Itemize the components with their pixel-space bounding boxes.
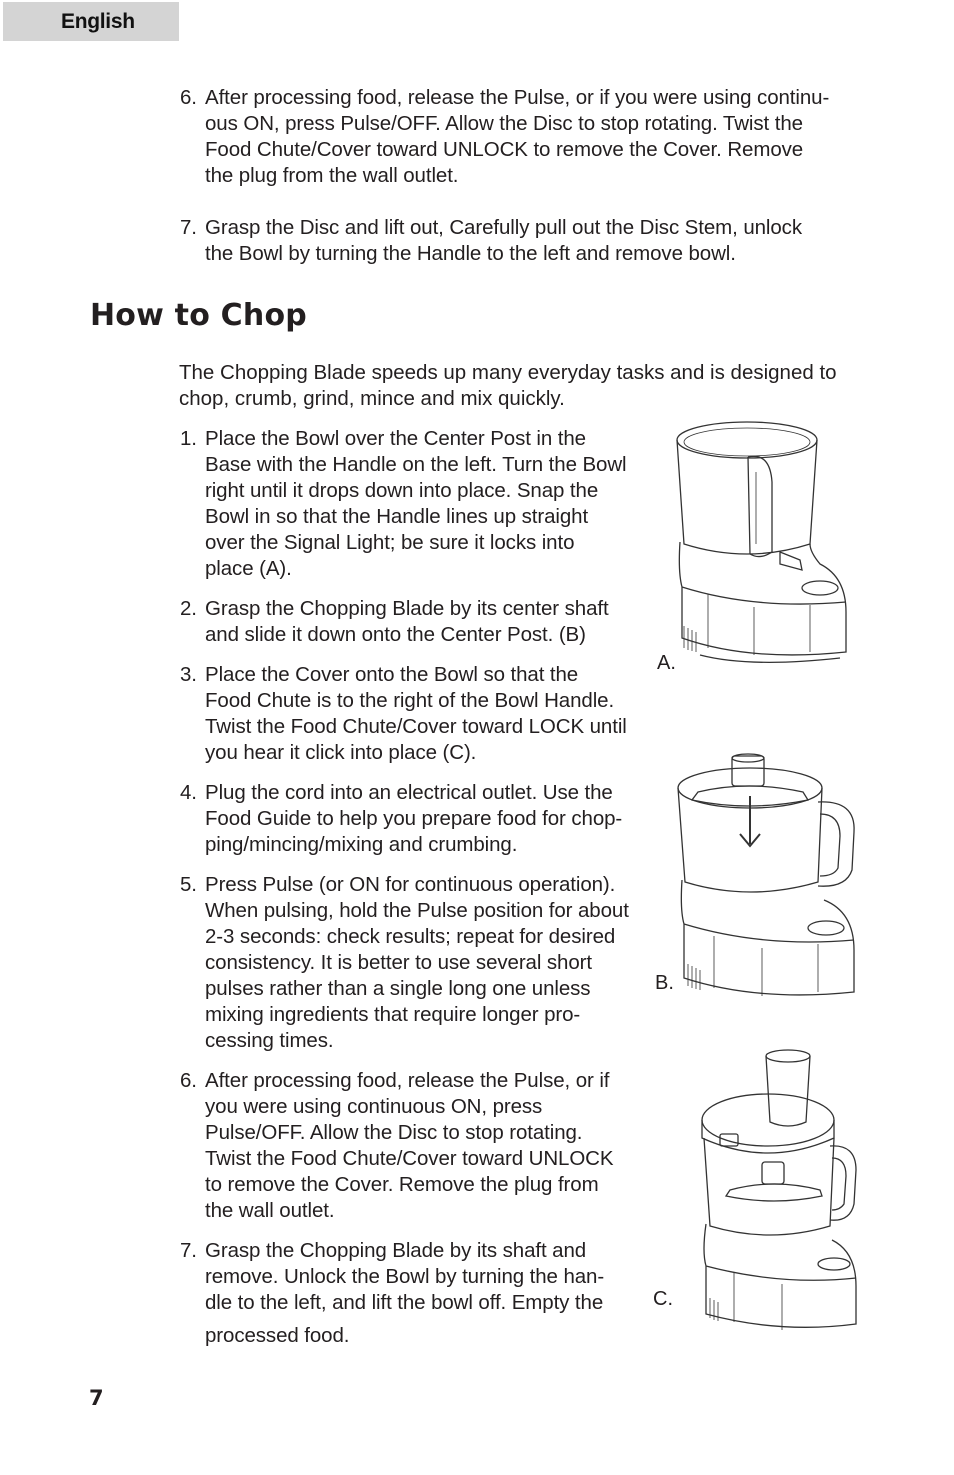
step-line: Base with the Handle on the left. Turn the Bowl xyxy=(205,453,627,476)
step-number: 5. xyxy=(180,873,197,896)
step-line: Food Guide to help you prepare food for chop- xyxy=(205,807,623,830)
food-processor-bowl-icon xyxy=(660,412,860,674)
step-line: ping/mincing/mixing and crumbing. xyxy=(205,833,518,856)
step-line: consistency. It is better to use several short xyxy=(205,951,592,974)
step-line: the wall outlet. xyxy=(205,1199,335,1222)
step-text xyxy=(205,1068,613,1224)
step-line: 2-3 seconds: check results; repeat for desired xyxy=(205,925,616,948)
step-text xyxy=(205,215,802,267)
step-line: Grasp the Disc and lift out, Carefully pull out the Disc Stem, unlock xyxy=(205,216,802,239)
step-line: you were using continuous ON, press xyxy=(205,1095,543,1118)
step-line: Pulse/OFF. Allow the Disc to stop rotating. xyxy=(205,1121,583,1144)
step-line: Twist the Food Chute/Cover toward LOCK until xyxy=(205,715,627,738)
step-number: 4. xyxy=(180,781,197,804)
step-line: remove. Unlock the Bowl by turning the han- xyxy=(205,1265,605,1288)
step-line: Bowl in so that the Handle lines up straight xyxy=(205,505,589,528)
step-number: 6. xyxy=(180,86,197,109)
step-line: pulses rather than a single long one unless xyxy=(205,977,591,1000)
step-number: 7. xyxy=(180,216,197,239)
step-text xyxy=(205,780,622,858)
step-line: processed food. xyxy=(205,1324,350,1347)
step-line: you hear it click into place (C). xyxy=(205,741,477,764)
intro-line: chop, crumb, grind, mince and mix quickly. xyxy=(179,387,565,410)
step-line: Place the Cover onto the Bowl so that the xyxy=(205,663,579,686)
step-line: After processing food, release the Pulse, or if you were using continu- xyxy=(205,86,830,109)
step-line: and slide it down onto the Center Post. (B) xyxy=(205,623,586,646)
step-text xyxy=(205,1238,604,1349)
figure-label-b: B. xyxy=(655,972,674,994)
step-line: Grasp the Chopping Blade by its center shaft xyxy=(205,597,609,620)
step-number: 2. xyxy=(180,597,197,620)
step-line: Plug the cord into an electrical outlet. Use the xyxy=(205,781,613,804)
step-line: Food Chute/Cover toward UNLOCK to remove the Cover. Remove xyxy=(205,138,804,161)
step-line: When pulsing, hold the Pulse position for about xyxy=(205,899,629,922)
figure-label-a: A. xyxy=(657,652,676,674)
step-line: the Bowl by turning the Handle to the left and remove bowl. xyxy=(205,242,736,265)
figure-label-c: C. xyxy=(653,1288,673,1310)
language-tab: English xyxy=(3,2,179,41)
step-line: After processing food, release the Pulse, or if xyxy=(205,1069,610,1092)
step-text xyxy=(205,85,829,189)
step-line: Food Chute is to the right of the Bowl Handle. xyxy=(205,689,615,712)
step-line: to remove the Cover. Remove the plug from xyxy=(205,1173,599,1196)
step-line: ous ON, press Pulse/OFF. Allow the Disc to stop rotating. Twist the xyxy=(205,112,803,135)
step-line: Press Pulse (or ON for continuous operation). xyxy=(205,873,616,896)
step-text xyxy=(205,426,627,582)
food-processor-cover-icon xyxy=(690,1046,862,1331)
section-intro xyxy=(179,360,837,412)
page-number: 7 xyxy=(89,1386,104,1410)
step-number: 7. xyxy=(180,1239,197,1262)
step-number: 3. xyxy=(180,663,197,686)
step-text xyxy=(205,872,629,1054)
step-line: mixing ingredients that require longer pro- xyxy=(205,1003,581,1026)
step-text xyxy=(205,662,627,766)
step-line: over the Signal Light; be sure it locks into xyxy=(205,531,575,554)
section-title: How to Chop xyxy=(90,298,307,333)
step-text xyxy=(205,596,609,648)
step-number: 6. xyxy=(180,1069,197,1092)
step-line: Twist the Food Chute/Cover toward UNLOCK xyxy=(205,1147,614,1170)
step-line: right until it drops down into place. Snap the xyxy=(205,479,599,502)
food-processor-blade-icon xyxy=(668,752,863,1002)
step-line: the plug from the wall outlet. xyxy=(205,164,459,187)
step-line: place (A). xyxy=(205,557,292,580)
step-number: 1. xyxy=(180,427,197,450)
step-line: Grasp the Chopping Blade by its shaft and xyxy=(205,1239,587,1262)
step-line: Place the Bowl over the Center Post in the xyxy=(205,427,586,450)
step-line: dle to the left, and lift the bowl off. Empty the xyxy=(205,1291,604,1314)
step-line: cessing times. xyxy=(205,1029,334,1052)
intro-line: The Chopping Blade speeds up many everyday tasks and is designed to xyxy=(179,361,837,384)
